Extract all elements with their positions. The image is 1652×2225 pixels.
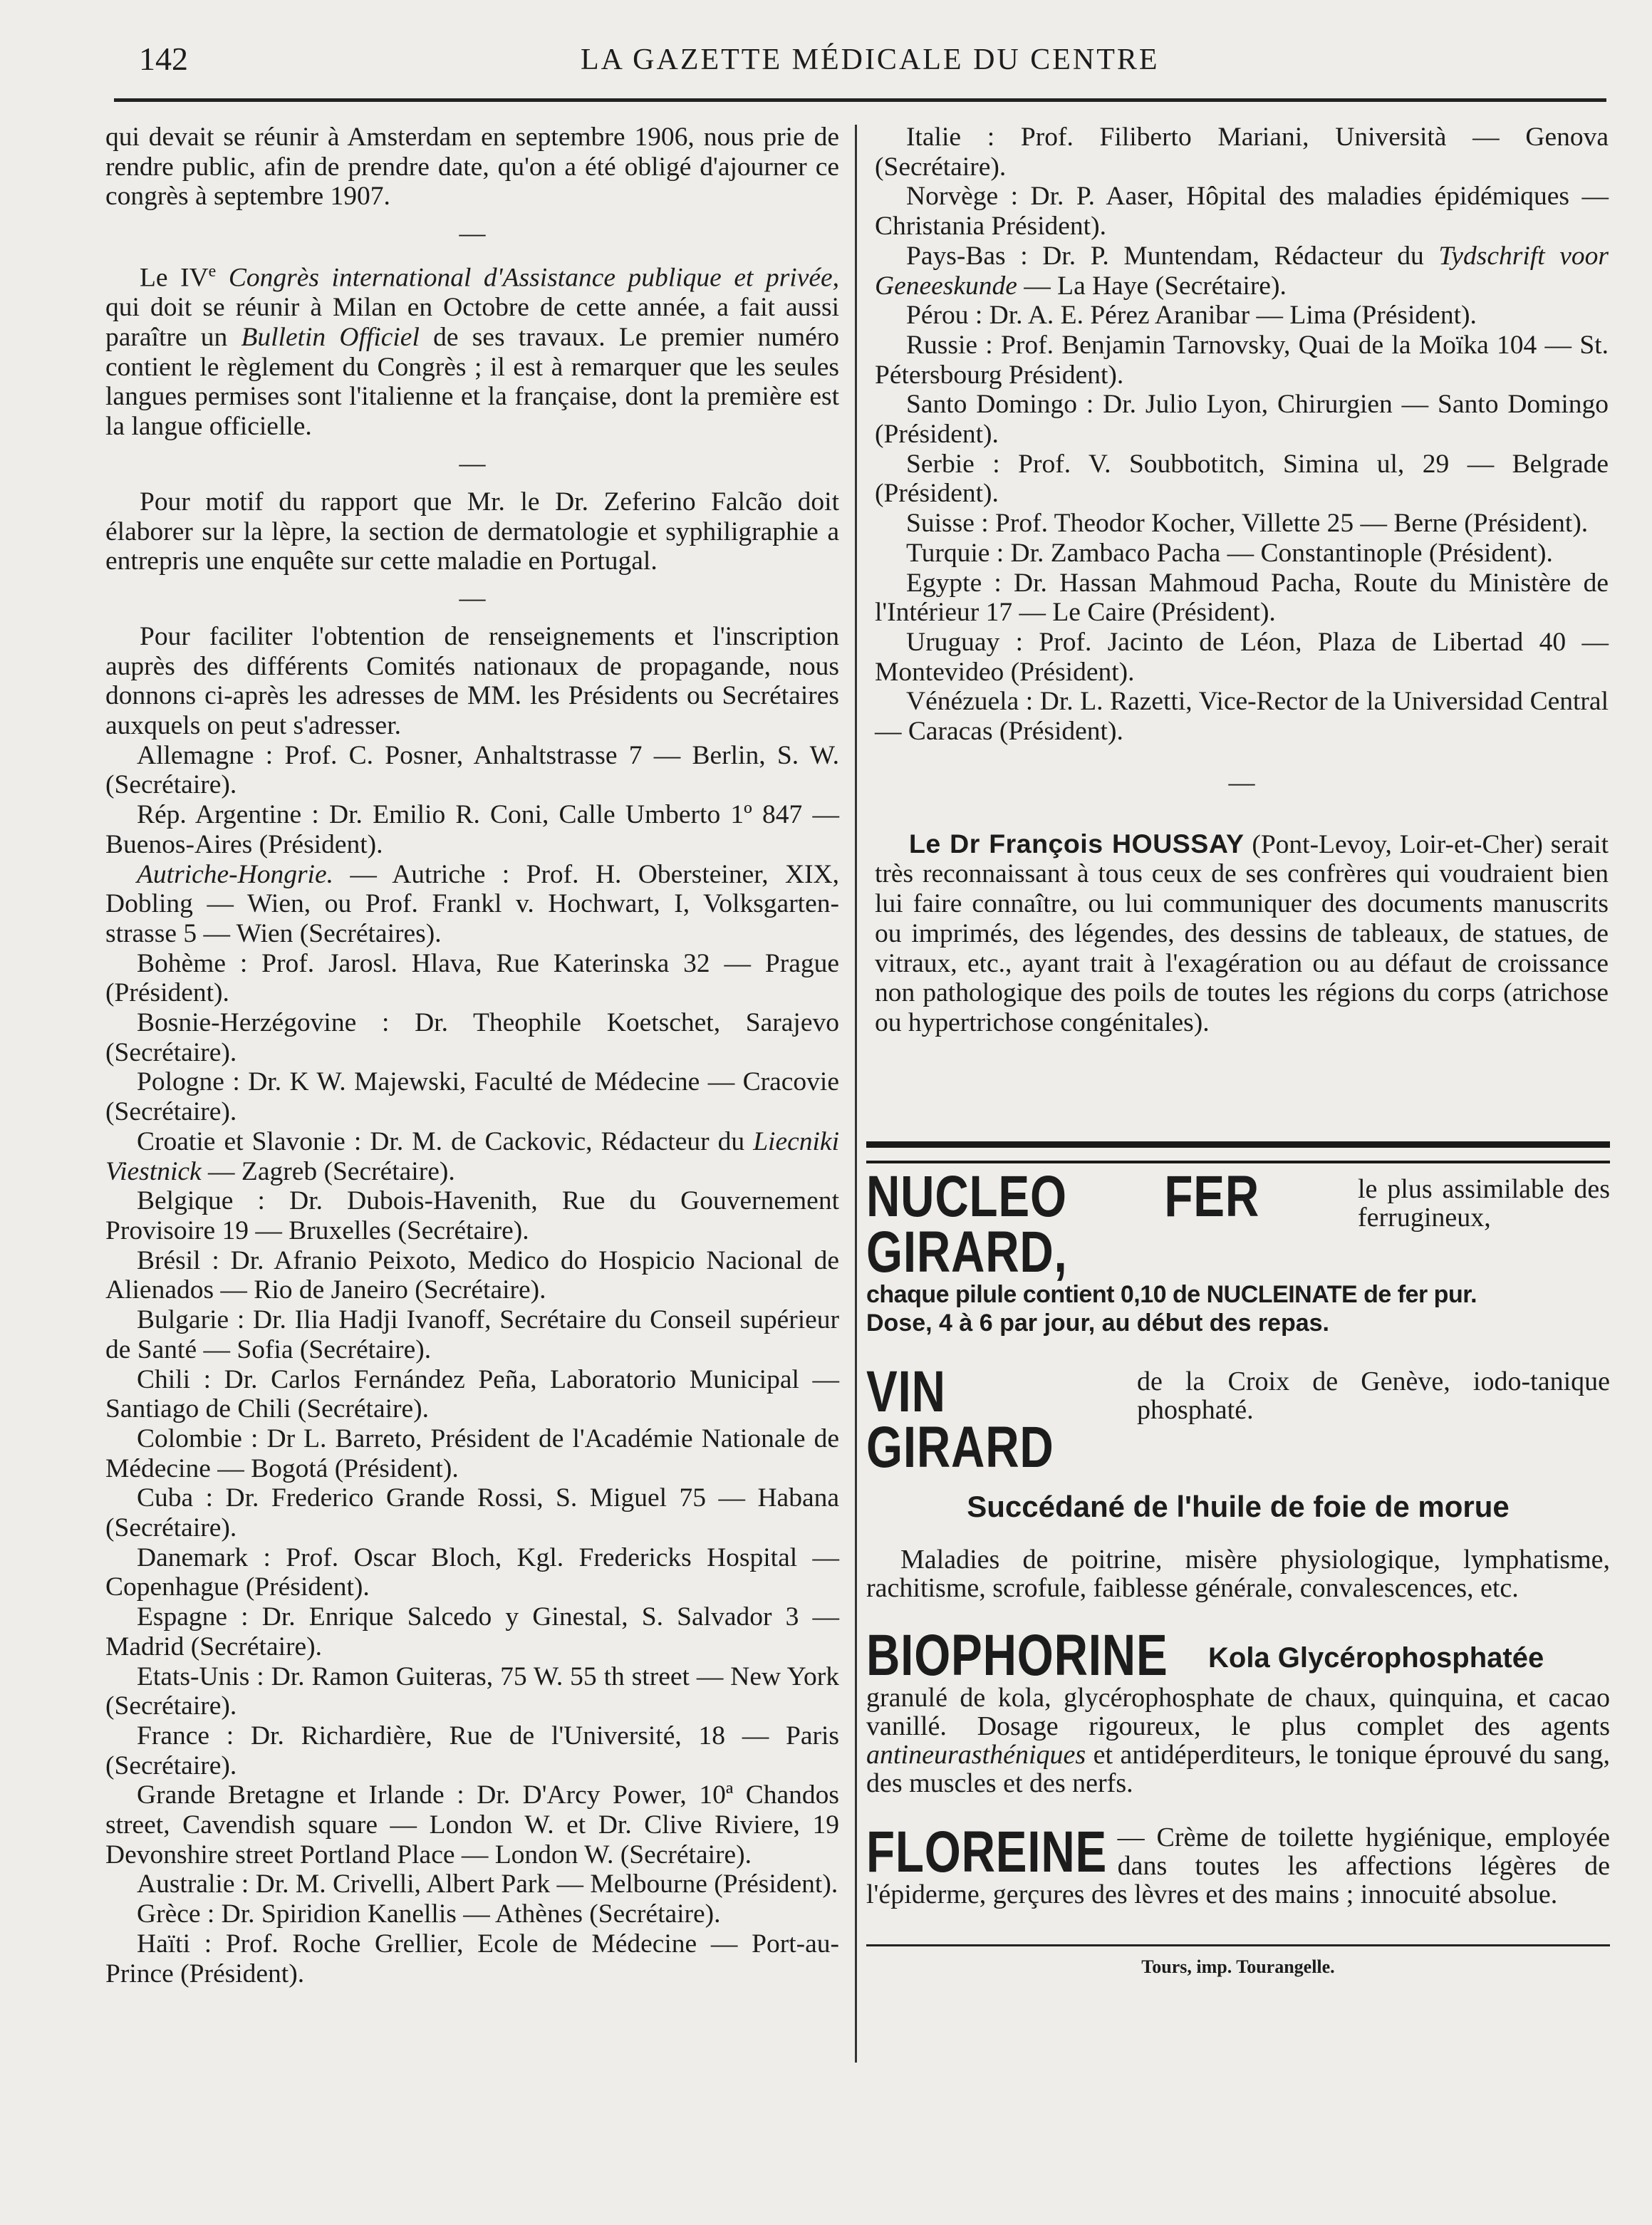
brand-vin-girard: VIN GIRARD xyxy=(866,1359,1054,1480)
ad-vin-girard xyxy=(866,1359,1610,1603)
brand-nucleo-fer-girard: NUCLEO FER GIRARD, xyxy=(866,1164,1259,1285)
ad-biophorine xyxy=(866,1623,1610,1798)
entry-grece: Grèce : Dr. Spiridion Kanellis — Athènes (Secrétaire). xyxy=(137,1899,721,1929)
entry-egypte: Egypte : Dr. Hassan Mahmoud Pacha, Route du Ministère de l'Intérieur 17 — Le Caire (Président). xyxy=(875,568,1609,628)
vin-tagline: de la Croix de Genève, iodo-tanique phosphaté. xyxy=(1137,1366,1610,1425)
entry-croatie: Croatie et Slavonie : Dr. M. de Cackovic, Rédacteur du Liecniki Viestnick — Zagreb (Secrétaire). xyxy=(105,1126,839,1186)
entry-grande-bretagne: Grande Bretagne et Irlande : Dr. D'Arcy Power, 10ª Chandos street, Cavendish square — London W. et Dr. Clive Riviere, 19 Devonshire street Portland Place — London W. (Secrétaire). xyxy=(105,1780,839,1869)
nucleo-composition: chaque pilule contient 0,10 de NUCLEINATE de fer pur. xyxy=(866,1281,1477,1308)
header-rule xyxy=(114,98,1606,102)
notice-houssay: Le Dr François HOUSSAY (Pont-Levoy, Loir-et-Cher) serait très reconnaissant à tous ceux de ses confrères qui voudraient bien lui faire connaître, ou lui communiquer des documents manuscrits ou imprimés, des légendes, des dessins de tableaux, de statues, de vitraux, etc., ayant trait à l'exagération ou au défaut de croissance non pathologique des poils de toutes les régions du corps (atrichose ou hypertrichose congénitales). xyxy=(875,828,1609,1037)
entry-autriche-hongrie: Autriche-Hongrie. — Autriche : Prof. H. Obersteiner, XIX, Dobling — Wien, ou Prof. Frankl v. Hochwart, I, Volksgarten-strasse 5 — Wien (Secrétaires). xyxy=(105,859,839,948)
column-divider xyxy=(855,125,857,2063)
entry-turquie: Turquie : Dr. Zambaco Pacha — Constantinople (Président). xyxy=(906,538,1553,568)
entry-belgique: Belgique : Dr. Dubois-Havenith, Rue du Gouvernement Provisoire 19 — Bruxelles (Secrétaire). xyxy=(105,1186,839,1245)
entry-pologne: Pologne : Dr. K W. Majewski, Faculté de Médecine — Cracovie (Secrétaire). xyxy=(105,1067,839,1127)
biophorine-tagline: Kola Glycérophosphatée xyxy=(1208,1642,1544,1674)
entry-perou: Pérou : Dr. A. E. Pérez Aranibar — Lima (Président). xyxy=(906,301,1477,331)
entry-danemark: Danemark : Prof. Oscar Bloch, Kgl. Fredericks Hospital — Copenhague (Président). xyxy=(105,1542,839,1602)
advertisements xyxy=(866,1141,1610,1978)
right-column xyxy=(875,123,1609,1038)
entry-italie: Italie : Prof. Filiberto Mariani, Università — Genova (Secrétaire). xyxy=(875,123,1609,182)
ad-rule-thin xyxy=(866,1161,1610,1163)
entry-australie: Australie : Dr. M. Crivelli, Albert Park — Melbourne (Président). xyxy=(137,1869,838,1899)
entry-allemagne: Allemagne : Prof. C. Posner, Anhaltstrasse 7 — Berlin, S. W. (Secrétaire). xyxy=(105,740,839,800)
entry-argentine: Rép. Argentine : Dr. Emilio R. Coni, Calle Umberto 1º 847 — Buenos-Aires (Président). xyxy=(105,800,839,859)
entry-venezuela: Vénézuela : Dr. L. Razetti, Vice-Rector de la Universidad Central — Caracas (Président). xyxy=(875,687,1609,747)
entry-colombie: Colombie : Dr L. Barreto, Président de l'Académie Nationale de Médecine — Bogotá (Président). xyxy=(105,1423,839,1483)
paragraph-amsterdam: qui devait se réunir à Amsterdam en septembre 1906, nous prie de rendre public, afin de prendre date, qu'on a été obligé d'ajourner ce congrès à septembre 1907. xyxy=(105,123,839,212)
entry-uruguay: Uruguay : Prof. Jacinto de Léon, Plaza de Libertad 40 — Montevideo (Président). xyxy=(875,627,1609,687)
entry-boheme: Bohème : Prof. Jarosl. Hlava, Rue Katerinska 32 — Prague (Président). xyxy=(105,948,839,1008)
entry-chili: Chili : Dr. Carlos Fernández Peña, Laboratorio Municipal — Santiago de Chili (Secrétaire). xyxy=(105,1364,839,1424)
separator: — xyxy=(459,583,486,613)
printer-rule xyxy=(866,1944,1610,1946)
entry-norvege: Norvège : Dr. P. Aaser, Hôpital des maladies épidémiques — Christania Président). xyxy=(875,182,1609,242)
entry-pays-bas: Pays-Bas : Dr. P. Muntendam, Rédacteur du Tydschrift voor Geneeskunde — La Haye (Secrétaire). xyxy=(875,241,1609,301)
entry-suisse: Suisse : Prof. Theodor Kocher, Villette 25 — Berne (Président). xyxy=(906,509,1589,539)
entry-france: France : Dr. Richardière, Rue de l'Université, 18 — Paris (Secrétaire). xyxy=(105,1721,839,1780)
entry-haiti: Haïti : Prof. Roche Grellier, Ecole de Médecine — Port-au-Prince (Président). xyxy=(105,1929,839,1988)
entry-espagne: Espagne : Dr. Enrique Salcedo y Ginestal, S. Salvador 3 — Madrid (Secrétaire). xyxy=(105,1602,839,1661)
biophorine-description: granulé de kola, glycérophosphate de chaux, quinquina, et cacao vanillé. Dosage rigoureux, le plus complet des agents antineurasthéniques et antidéperditeurs, le tonique éprouvé du sang, des muscles et des nerfs. xyxy=(866,1683,1610,1798)
paragraph-lepre: Pour motif du rapport que Mr. le Dr. Zeferino Falcão doit élaborer sur la lèpre, la section de dermatologie et syphiligraphie a entrepris une enquête sur cette maladie en Portugal. xyxy=(105,487,839,576)
vin-subtitle: Succédané de l'huile de foie de morue xyxy=(967,1490,1510,1523)
nucleo-tagline: le plus assimilable des ferrugineux, xyxy=(1358,1174,1610,1233)
ad-nucleo-fer-girard xyxy=(866,1164,1610,1337)
paragraph-milan-congress: Le IVe Congrès international d'Assistance publique et privée, qui doit se réunir à Milan en Octobre de cette année, a fait aussi paraître un Bulletin Officiel de ses travaux. Le premier numéro contient le règlement du Congrès ; il est à remarquer que les seules langues permises sont l'italienne et la française, dont la première est la langue officielle. xyxy=(105,262,840,442)
printer-imprint: Tours, imp. Tourangelle. xyxy=(1141,1956,1335,1977)
entry-etats-unis: Etats-Unis : Dr. Ramon Guiteras, 75 W. 55 th street — New York (Secrétaire). xyxy=(105,1661,839,1721)
journal-title: LA GAZETTE MÉDICALE DU CENTRE xyxy=(581,43,1160,76)
entry-cuba: Cuba : Dr. Frederico Grande Rossi, S. Miguel 75 — Habana (Secrétaire). xyxy=(105,1483,839,1543)
notice-author: Le Dr François HOUSSAY xyxy=(909,828,1245,859)
left-column xyxy=(105,123,839,1988)
ad-floreine xyxy=(866,1820,1610,1909)
brand-biophorine: BIOPHORINE xyxy=(866,1623,1168,1688)
page-header xyxy=(139,37,1606,80)
entry-serbie: Serbie : Prof. V. Soubbotitch, Simina ul, 29 — Belgrade (Président). xyxy=(875,449,1609,509)
separator: — xyxy=(1228,767,1255,797)
separator: — xyxy=(459,219,486,249)
nucleo-dosage: Dose, 4 à 6 par jour, au début des repas. xyxy=(866,1309,1330,1337)
entry-bosnie: Bosnie-Herzégovine : Dr. Theophile Koetschet, Sarajevo (Secrétaire). xyxy=(105,1008,839,1067)
entry-russie: Russie : Prof. Benjamin Tarnovsky, Quai de la Moïka 104 — St. Pétersbourg Président). xyxy=(875,330,1609,390)
vin-indications: Maladies de poitrine, misère physiologique, lymphatisme, rachitisme, scrofule, faiblesse générale, convalescences, etc. xyxy=(866,1545,1610,1603)
entry-santo-domingo: Santo Domingo : Dr. Julio Lyon, Chirurgien — Santo Domingo (Président). xyxy=(875,390,1609,450)
brand-floreine: FLOREINE xyxy=(866,1820,1108,1884)
entry-bresil: Brésil : Dr. Afranio Peixoto, Medico do Hospicio Nacional de Alienados — Rio de Janeiro (Secrétaire). xyxy=(105,1245,839,1305)
paragraph-comites: Pour faciliter l'obtention de renseignements et l'inscription auprès des différents Comités nationaux de propagande, nous donnons ci-après les adresses de MM. les Présidents ou Secrétaires auxquels on peut s'adresser. xyxy=(105,621,839,741)
ad-rule-thick xyxy=(866,1141,1610,1148)
entry-bulgarie: Bulgarie : Dr. Ilia Hadji Ivanoff, Secrétaire du Conseil supérieur de Santé — Sofia (Secrétaire). xyxy=(105,1305,839,1364)
floreine-description: — Crème de toilette hygiénique, employée dans toutes les affections légères de l'épiderme, gerçures des lèvres et des mains ; innocuité absolue. xyxy=(866,1822,1610,1909)
separator: — xyxy=(459,448,486,478)
page-number: 142 xyxy=(139,41,188,77)
